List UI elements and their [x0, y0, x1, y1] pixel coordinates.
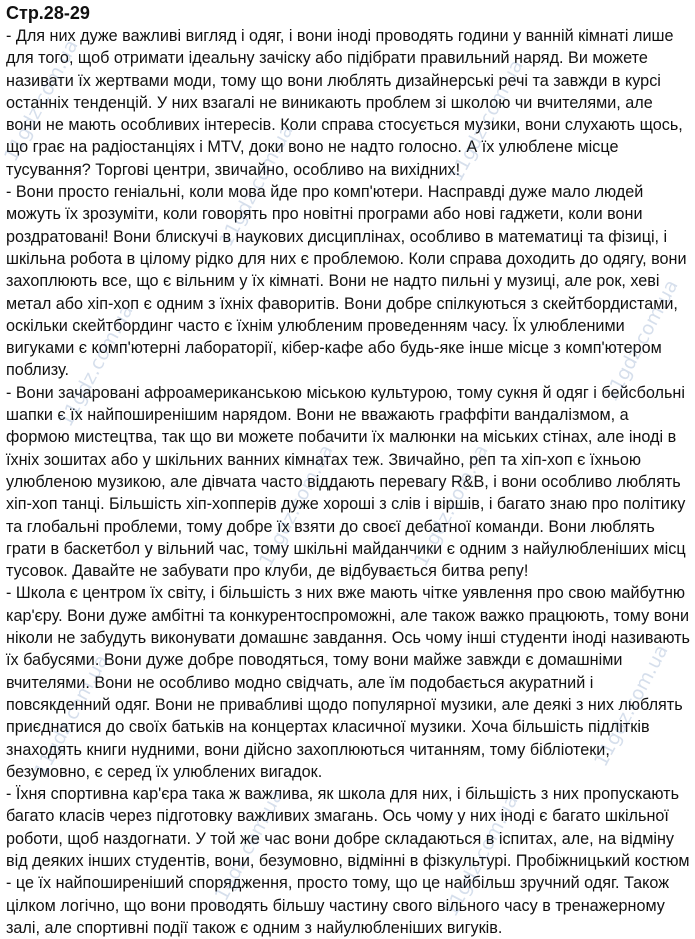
paragraph-4: - Школа є центром їх світу, і більшість з них вже мають чітке уявлення про свою майбутню кар'єру. Вони дуже амбітні та конкурентоспроможні, але також важко працюють, тому вони ніколи не забудуть виконувати домашнє завдання. Ось чому інші студенти іноді називають їх бабусями. Вони дуже добре поводяться, тому вони майже завжди є домашніми вчителями. Вони не особливо модно свідчать, але їм подобається акуратний і повсякденний одяг. Вони не привабливі щодо популярної музики, але деякі з них люблять приєднатися до своїх батьків на концертах класичної музики. Хоча більшість підлітків знаходять книги нудними, вони дійсно захоплюються читанням, тому бібліотеки, безумовно, є серед їх улюблених вигадок. — [6, 584, 690, 781]
paragraph-5: - Їхня спортивна кар'єра така ж важлива, як школа для них, і більшість з них пропускають багато класів через підготовку важливих змагань. Ось чому у них іноді є багато шкільної роботи, щоб наздогнати. У той же час вони добре складаються в іспитах, але, на відміну від деяких інших студентів, вони, безумовно, відмінні в фізкультурі. Пробіжницький костюм - це їх найпоширеніший спорядження, просто тому, що це найбільш зручний одяг. Також цілком логічно, що вони проводять більшу частину свого вільного часу в тренажерному залі, але спортивні події також є одним з найулюбленіших вигуків. — [6, 785, 690, 937]
paragraph-2: - Вони просто геніальні, коли мова йде про комп'ютери. Насправді дуже мало людей можуть їх зрозуміти, коли говорять про новітні програми або нові гаджети, коли вони роздратовані! Вони блискучі в наукових дисциплінах, особливо в математиці та фізиці, і шкільна робота в цілому рідко для них є проблемою. Коли справа доходить до одягу, вони захоплюють все, що є вільним у їх кімнаті. Вони не надто пильні у музиці, але рок, хеві метал або хіп-хоп є одним з їхніх фаворитів. Вони добре спілкуються з скейтбордистами, оскільки скейтбординг часто є їхнім улюбленим проведенням часу. Їх улюбленими вигуками є комп'ютерні лабораторії, кібер-кафе або будь-яке інше місце з комп'ютером поблизу. — [6, 183, 687, 380]
document-body — [6, 25, 690, 939]
paragraph-1: - Для них дуже важливі вигляд і одяг, і вони іноді проводять години у ванній кімнаті лише для того, щоб отримати ідеальну зачіску або підібрати правильний наряд. Ви можете називати їх жертвами моди, тому що вони люблять дизайнерські речі та завжди в курсі останніх тенденцій. У них взагалі не виникають проблем зі школою чи вчителями, але вони не мають особливих інтересів. Коли справа стосується музики, вони слухають щось, що грає на радіостанціях і MTV, доки воно не надто голосно. А їх улюблене місце тусування? Торгові центри, звичайно, особливо на вихідних! — [6, 27, 683, 179]
watermark: 11gdz.com.ua — [0, 36, 83, 166]
watermark: 11gdz.com.ua — [30, 651, 113, 781]
watermark: 11gdz.com.ua — [600, 276, 683, 406]
watermark: 11gdz.com.ua — [55, 301, 138, 431]
watermark: 11gdz.com.ua — [445, 56, 528, 186]
watermark: 11gdz.com.ua — [410, 441, 493, 571]
watermark: 11gdz.com.ua — [215, 121, 298, 251]
paragraph-3: - Вони зачаровані афроамериканською міською культурою, тому сукня й одяг і бейсбольні шапки є їх найпоширенішим нарядом. Вони не вважають граффіти вандалізмом, а формою мистецтва, так що ви можете побачити їх малюнки на міських стінах, але іноді в їхніх зошитах або у шкільних ванних кімнатах теж. Звичайно, реп та хіп-хоп є їхньою улюбленою музикою, але дівчата часто віддають перевагу R&B, і вони особливо люблять хіп-хоп танці. Більшість хіп-хопперів дуже хороші з слів і віршів, і багато знаю про політику та глобальні проблеми, тому добре їх взяти до своєї дебатної команди. Вони люблять грати в баскетбол у вільний час, тому шкільні майданчики є одним з найулюбленіших місц тусовок. Давайте не забувати про клуби, де відбувається битва репу! — [6, 383, 686, 581]
watermark: 11gdz.com.ua — [440, 791, 523, 921]
watermark: 11gdz.com.ua — [205, 786, 288, 916]
watermark: 11gdz.com.ua — [590, 641, 673, 771]
page-title: Стр.28-29 — [6, 3, 90, 23]
watermark: 11gdz.com.ua — [255, 441, 338, 571]
